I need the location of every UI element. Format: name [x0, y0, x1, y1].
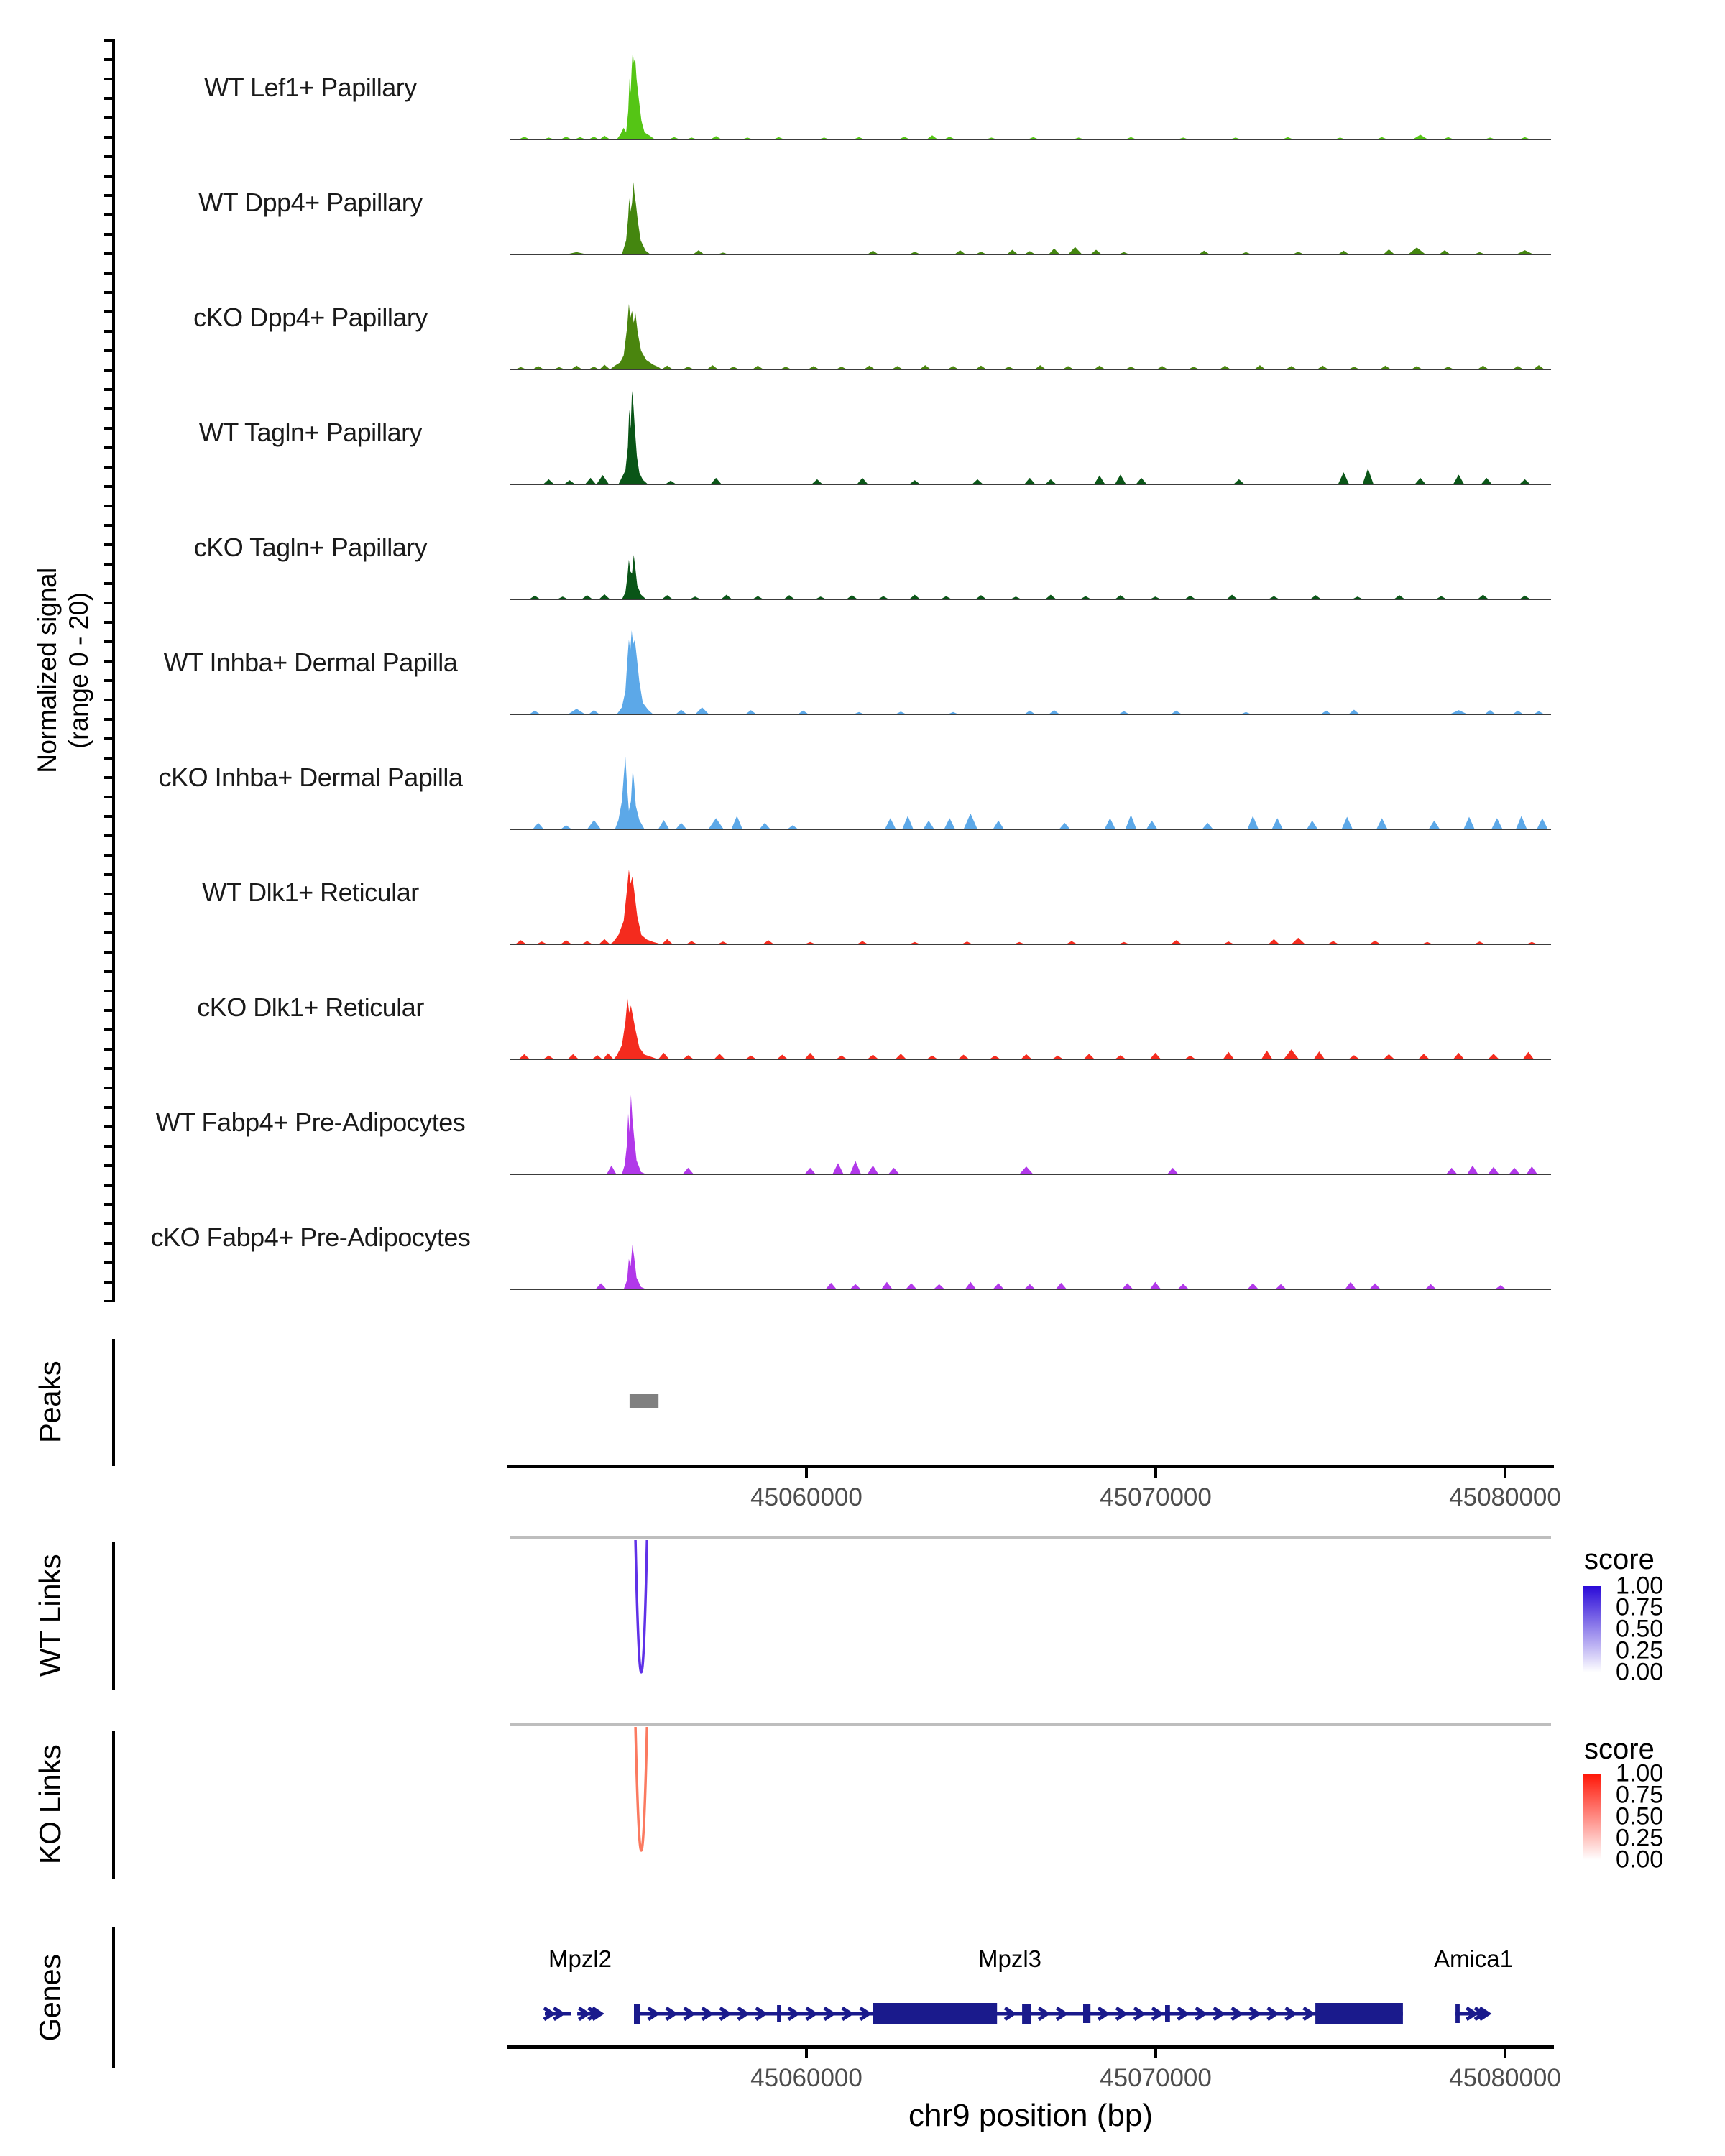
- coverage-area: [510, 391, 1551, 484]
- wt-score-label: 0.75: [1616, 1593, 1664, 1621]
- x-axis-title: chr9 position (bp): [908, 2098, 1153, 2133]
- axis-tick: [805, 1468, 808, 1478]
- axis-tick: [1154, 1468, 1157, 1478]
- coverage-area: [510, 870, 1551, 944]
- track-label: cKO Inhba+ Dermal Papilla: [158, 763, 463, 792]
- track-label: WT Inhba+ Dermal Papilla: [163, 648, 458, 677]
- ko-links-section-label: KO Links: [33, 1744, 67, 1865]
- ko-score-label: 1.00: [1616, 1759, 1664, 1787]
- y-axis-label-line1: Normalized signal: [32, 568, 62, 773]
- gene-exon: [634, 2004, 640, 2024]
- axis-tick-label: 45080000: [1449, 1483, 1561, 1511]
- track-label: WT Tagln+ Papillary: [198, 418, 423, 447]
- track-label: cKO Dlk1+ Reticular: [197, 992, 424, 1022]
- axis-tick: [1154, 2049, 1157, 2058]
- ko-links-baseline: [510, 1723, 1551, 1726]
- ko-score-label: 0.75: [1616, 1781, 1664, 1809]
- gene-exon: [1315, 2003, 1403, 2024]
- coverage-area: [510, 999, 1551, 1060]
- ko-score-gradient-bar: [1583, 1774, 1601, 1860]
- gene-exon: [1083, 2004, 1090, 2023]
- ko-score-label: 0.00: [1616, 1846, 1664, 1874]
- wt-score-legend-title: score: [1584, 1544, 1655, 1575]
- gene-exon: [873, 2003, 997, 2024]
- track-label: cKO Fabp4+ Pre-Adipocytes: [150, 1222, 471, 1252]
- coverage-area: [510, 1245, 1551, 1289]
- wt-score-label: 0.50: [1616, 1615, 1664, 1643]
- axis-tick-label: 45070000: [1100, 2064, 1212, 2092]
- ko-score-label: 0.25: [1616, 1824, 1664, 1852]
- gene-exon: [1022, 2004, 1031, 2024]
- wt-score-label: 0.25: [1616, 1636, 1664, 1664]
- gene-name-amica1: Amica1: [1433, 1945, 1514, 1972]
- signal-axis-ticks: [104, 39, 112, 1302]
- axis-tick: [805, 2049, 808, 2058]
- genes-bracket: [112, 1927, 115, 2068]
- track-label: WT Dpp4+ Papillary: [198, 188, 423, 217]
- signal-axis-line: [112, 39, 115, 1302]
- ko-score-label: 0.50: [1616, 1802, 1664, 1830]
- genome-axis-top: [507, 1465, 1554, 1468]
- gene-name-mpzl2: Mpzl2: [548, 1945, 612, 1972]
- coverage-area: [510, 182, 1551, 254]
- gene-exon: [1455, 2004, 1460, 2023]
- wt-links-section-label: WT Links: [33, 1554, 67, 1677]
- track-label: WT Dlk1+ Reticular: [202, 877, 419, 907]
- axis-tick: [1504, 2049, 1506, 2058]
- coverage-area: [510, 304, 1551, 369]
- gene-exon: [777, 2005, 781, 2022]
- wt-score-gradient-bar: [1583, 1586, 1601, 1672]
- ko-score-legend-title: score: [1584, 1733, 1655, 1765]
- wt-link-loop: [635, 1540, 647, 1672]
- coverage-area: [510, 555, 1551, 599]
- coverage-area: [510, 630, 1551, 714]
- axis-tick-label: 45060000: [750, 1483, 862, 1511]
- axis-tick-label: 45080000: [1449, 2064, 1561, 2092]
- peaks-section-label: Peaks: [33, 1360, 67, 1444]
- track-label: cKO Tagln+ Papillary: [193, 533, 428, 562]
- track-label: WT Fabp4+ Pre-Adipocytes: [155, 1107, 466, 1137]
- wt-links-baseline: [510, 1536, 1551, 1539]
- axis-tick-label: 45060000: [750, 2064, 862, 2092]
- axis-tick-label: 45070000: [1100, 1483, 1212, 1511]
- genome-axis-bottom: [507, 2045, 1554, 2049]
- track-label: WT Lef1+ Papillary: [204, 73, 417, 102]
- peaks-bracket: [112, 1339, 115, 1466]
- wt-score-label: 0.00: [1616, 1658, 1664, 1686]
- ko-link-loop: [635, 1727, 647, 1851]
- ko-links-bracket: [112, 1731, 115, 1879]
- coverage-area: [510, 757, 1551, 829]
- coverage-area: [510, 1095, 1551, 1175]
- track-label: cKO Dpp4+ Papillary: [193, 303, 428, 332]
- gene-exon: [1165, 2005, 1170, 2022]
- genes-section-label: Genes: [33, 1954, 67, 2042]
- y-axis-label-line2: (range 0 - 20): [64, 592, 93, 749]
- axis-tick: [1504, 1468, 1506, 1478]
- coverage-area: [510, 51, 1551, 140]
- wt-score-label: 1.00: [1616, 1572, 1664, 1600]
- wt-links-bracket: [112, 1542, 115, 1690]
- peak-interval: [630, 1394, 658, 1408]
- gene-name-mpzl3: Mpzl3: [978, 1945, 1042, 1972]
